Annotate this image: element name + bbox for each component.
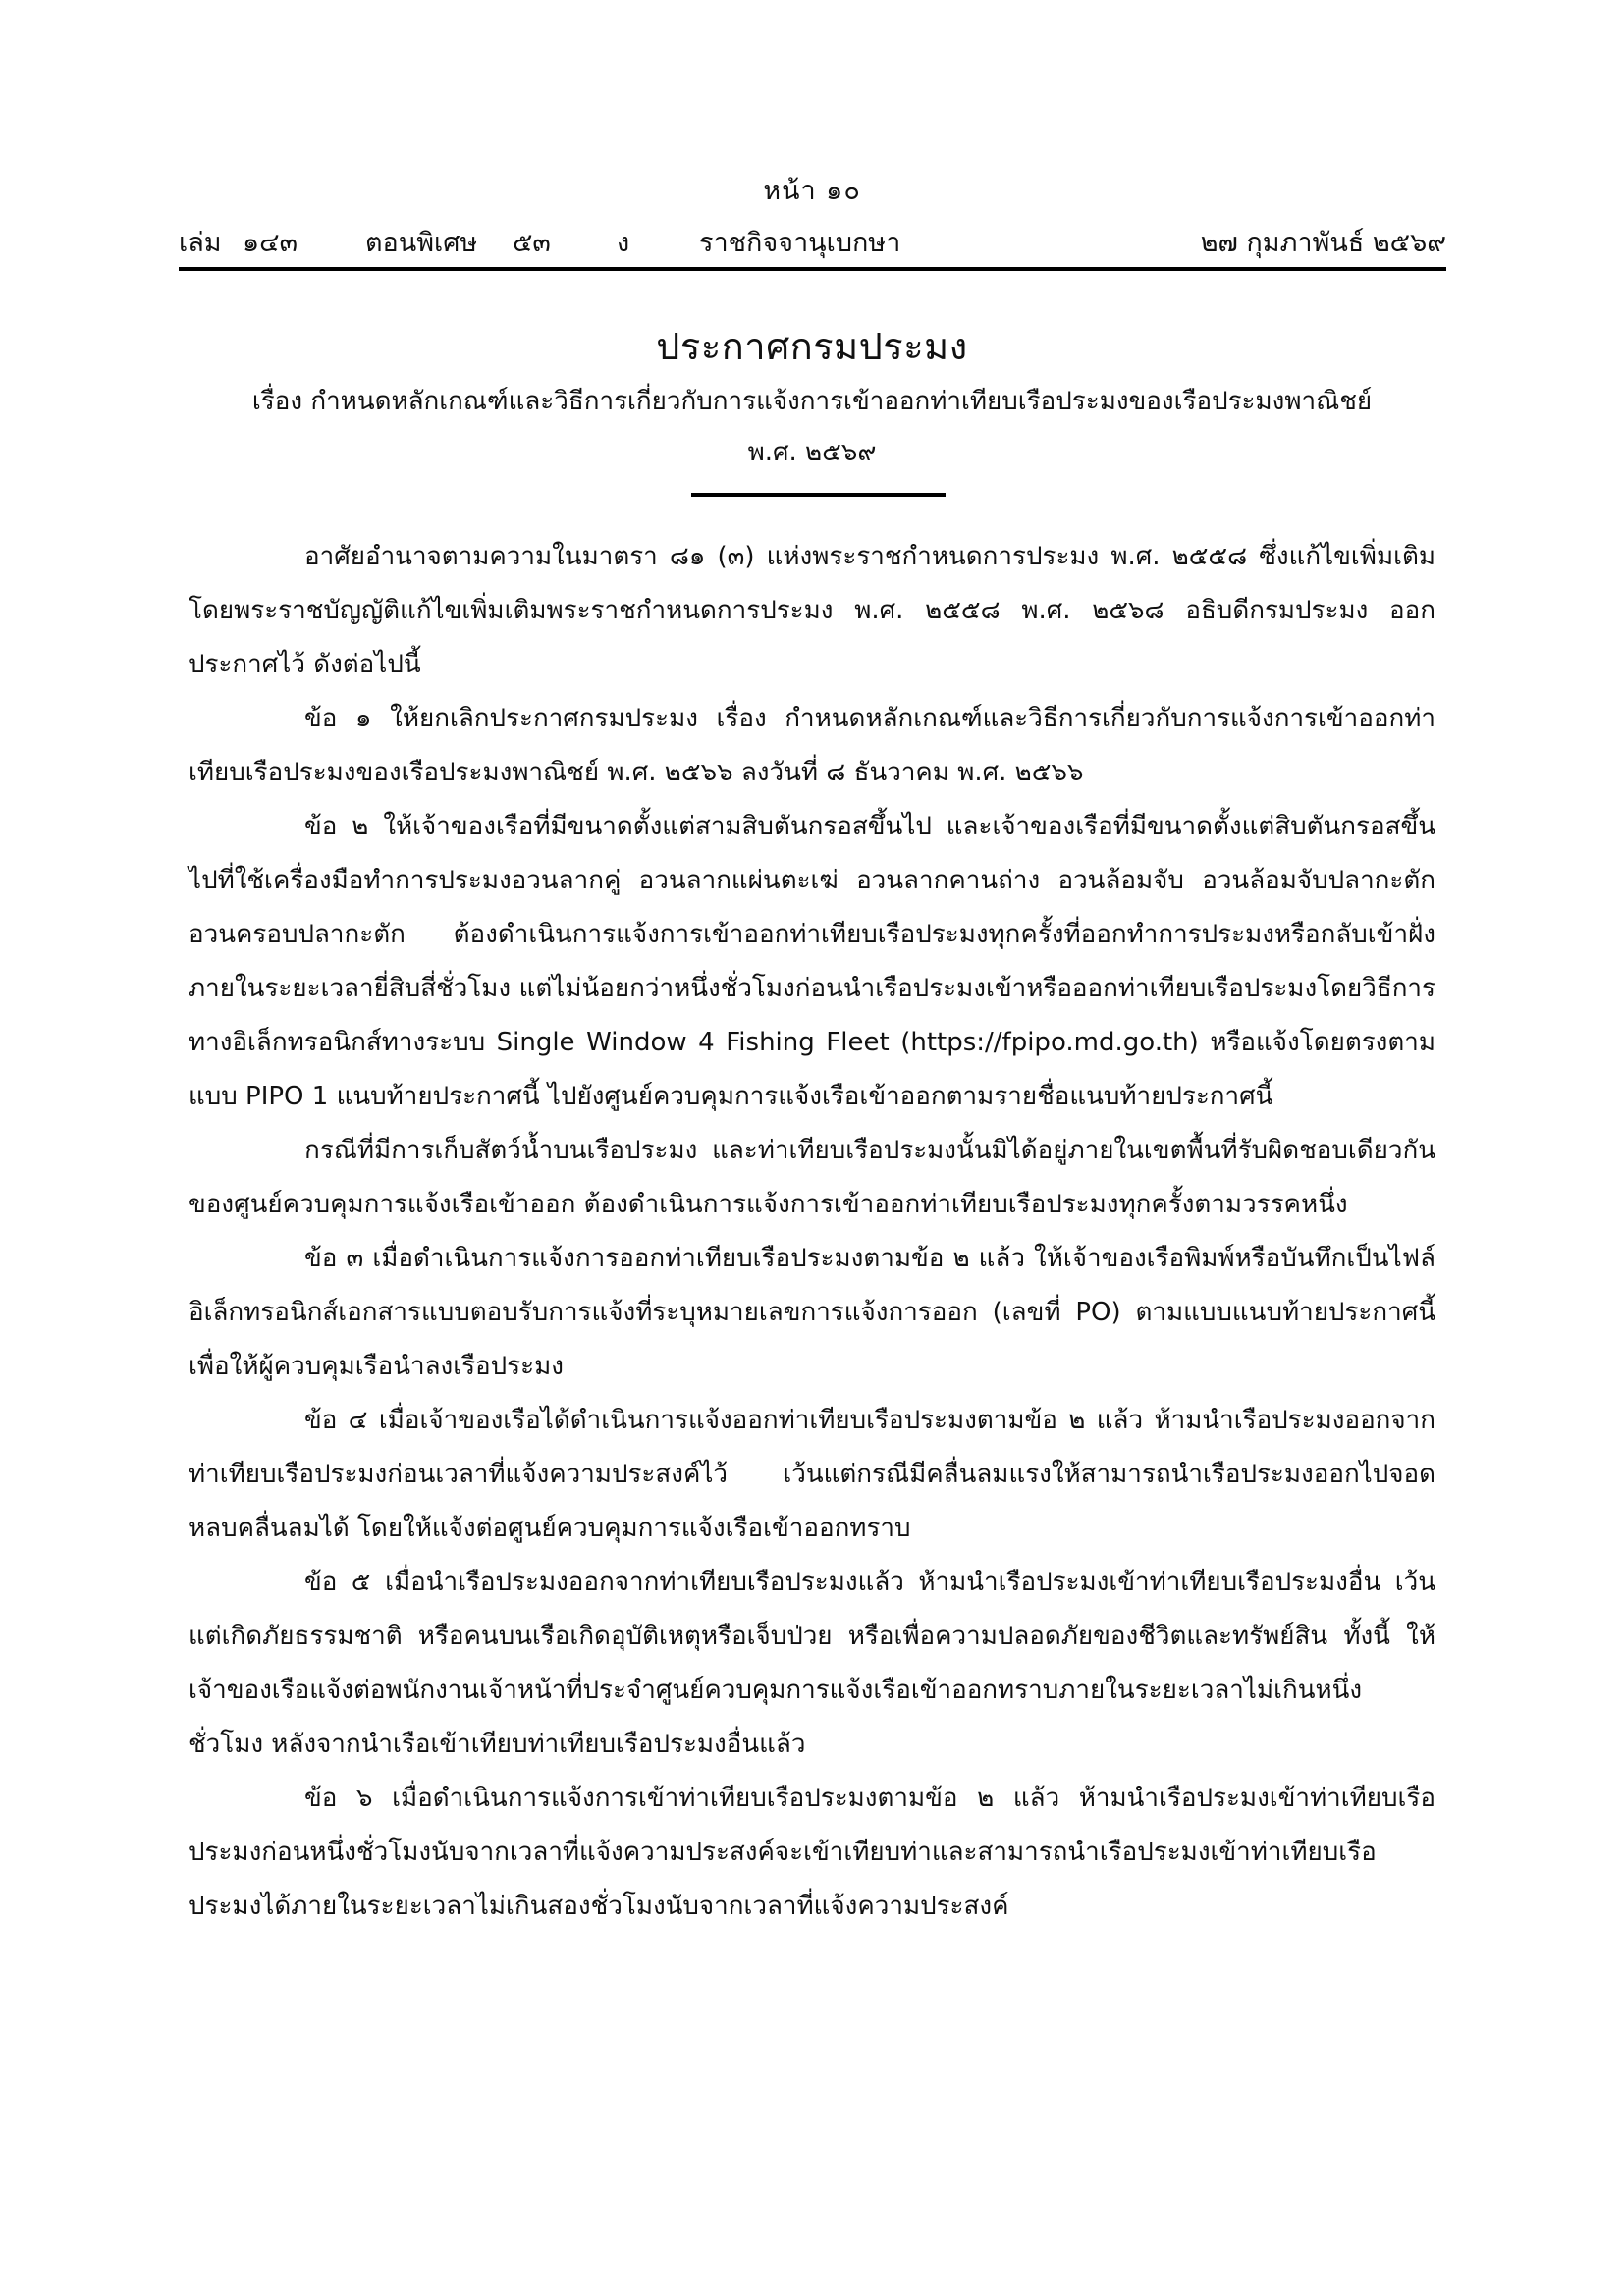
clause-4 bbox=[189, 1394, 1435, 1556]
clause-label: ข้อ ๕ bbox=[304, 1568, 371, 1597]
clause-text: ให้เจ้าของเรือที่มีขนาดตั้งแต่สามสิบตันกรอสขึ้นไป และเจ้าของเรือที่มีขนาดตั้งแต่สิบตันกรอสขึ้นไปที่ใช้เครื่องมือทำการประมงอวนลากคู่ อวนลากแผ่นตะเฆ่ อวนลากคานถ่าง อวนล้อมจับ อวนล้อมจับปลากะตัก อวนครอบปลากะตัก ต้องดำเนินการแจ้งการเข้าออกท่าเทียบเรือประมงทุกครั้งที่ออกทำการประมงหรือกลับเข้าฝั่งภายในระยะเวลายี่สิบสี่ชั่วโมง แต่ไม่น้อยกว่าหนึ่งชั่วโมงก่อนนำเรือประมงเข้าหรือออกท่าเทียบเรือประมงโดยวิธีการทางอิเล็กทรอนิกส์ทางระบบ Single Window 4 Fishing Fleet (https://fpipo.md.go.th) หรือแจ้งโดยตรงตามแบบ PIPO 1 แนบท้ายประกาศนี้ ไปยังศูนย์ควบคุมการแจ้งเรือเข้าออกตามรายชื่อแนบท้ายประกาศนี้ bbox=[189, 812, 1436, 1111]
announcement-year: พ.ศ. ๒๕๖๙ bbox=[747, 438, 877, 467]
announcement-title: ประกาศกรมประมง bbox=[656, 325, 968, 368]
clause-2 bbox=[189, 800, 1435, 1124]
clause-text: เมื่อดำเนินการแจ้งการเข้าท่าเทียบเรือประมงตามข้อ ๒ แล้ว ห้ามนำเรือประมงเข้าท่าเทียบเรือประมงก่อนหนึ่งชั่วโมงนับจากเวลาที่แจ้งความประสงค์จะเข้าเทียบท่าและสามารถนำเรือประมงเข้าท่าเทียบเรือประมงได้ภายในระยะเวลาไม่เกินสองชั่วโมงนับจากเวลาที่แจ้งความประสงค์ bbox=[189, 1784, 1435, 1921]
clause-text: กรณีที่มีการเก็บสัตว์น้ำบนเรือประมง และท่าเทียบเรือประมงนั้นมิได้อยู่ภายในเขตพื้นที่รับผิดชอบเดียวกันของศูนย์ควบคุมการแจ้งเรือเข้าออก ต้องดำเนินการแจ้งการเข้าออกท่าเทียบเรือประมงทุกครั้งตามวรรคหนึ่ง bbox=[189, 1136, 1435, 1219]
volume-label: เล่ม bbox=[179, 228, 222, 258]
clause-label: ข้อ ๑ bbox=[304, 704, 372, 733]
clause-6 bbox=[189, 1772, 1435, 1934]
section-number: ๕๓ bbox=[513, 228, 551, 258]
section-label: ตอนพิเศษ bbox=[365, 228, 478, 258]
gazette-name: ราชกิจจานุเบกษา bbox=[699, 228, 901, 258]
clause-label: ข้อ ๓ bbox=[304, 1244, 364, 1273]
volume-number: ๑๔๓ bbox=[243, 228, 298, 258]
announcement-subject: เรื่อง กำหนดหลักเกณฑ์และวิธีการเกี่ยวกับการแจ้งการเข้าออกท่าเทียบเรือประมงของเรือประมงพาณิชย์ bbox=[251, 387, 1373, 416]
clause-3 bbox=[189, 1232, 1435, 1394]
clause-text: เมื่อนำเรือประมงออกจากท่าเทียบเรือประมงแล้ว ห้ามนำเรือประมงเข้าท่าเทียบเรือประมงอื่น เว้นแต่เกิดภัยธรรมชาติ หรือคนบนเรือเกิดอุบัติเหตุหรือเจ็บป่วย หรือเพื่อความปลอดภัยของชีวิตและทรัพย์สิน ทั้งนี้ ให้เจ้าของเรือแจ้งต่อพนักงานเจ้าหน้าที่ประจำศูนย์ควบคุมการแจ้งเรือเข้าออกทราบภายในระยะเวลาไม่เกินหนึ่งชั่วโมง หลังจากนำเรือเข้าเทียบท่าเทียบเรือประมงอื่นแล้ว bbox=[189, 1568, 1435, 1759]
page-number: หน้า ๑๐ bbox=[763, 176, 861, 206]
clause-label: ข้อ ๔ bbox=[304, 1406, 368, 1435]
preamble: อาศัยอำนาจตามความในมาตรา ๘๑ (๓) แห่งพระราชกำหนดการประมง พ.ศ. ๒๕๕๘ ซึ่งแก้ไขเพิ่มเติมโดยพระราชบัญญัติแก้ไขเพิ่มเติมพระราชกำหนดการประมง พ.ศ. ๒๕๕๘ พ.ศ. ๒๕๖๘ อธิบดีกรมประมง ออกประกาศไว้ ดังต่อไปนี้ bbox=[189, 542, 1435, 679]
clause-text: เมื่อดำเนินการแจ้งการออกท่าเทียบเรือประมงตามข้อ ๒ แล้ว ให้เจ้าของเรือพิมพ์หรือบันทึกเป็นไฟล์อิเล็กทรอนิกส์เอกสารแบบตอบรับการแจ้งที่ระบุหมายเลขการแจ้งการออก (เลขที่ PO) ตามแบบแนบท้ายประกาศนี้ เพื่อให้ผู้ควบคุมเรือนำลงเรือประมง bbox=[189, 1244, 1435, 1381]
header-divider bbox=[179, 267, 1446, 271]
clause-5 bbox=[189, 1556, 1435, 1772]
publication-date: ๒๗ กุมภาพันธ์ ๒๕๖๙ bbox=[1200, 228, 1446, 258]
clause-label: ข้อ ๖ bbox=[304, 1784, 373, 1813]
title-divider bbox=[691, 493, 946, 497]
clause-2-paragraph-2 bbox=[189, 1124, 1435, 1232]
section-type: ง bbox=[617, 228, 630, 258]
clause-text: ให้ยกเลิกประกาศกรมประมง เรื่อง กำหนดหลักเกณฑ์และวิธีการเกี่ยวกับการแจ้งการเข้าออกท่าเทียบเรือประมงของเรือประมงพาณิชย์ พ.ศ. ๒๕๖๖ ลงวันที่ ๘ ธันวาคม พ.ศ. ๒๕๖๖ bbox=[189, 704, 1435, 787]
gazette-header bbox=[179, 221, 1446, 260]
clause-text: เมื่อเจ้าของเรือได้ดำเนินการแจ้งออกท่าเทียบเรือประมงตามข้อ ๒ แล้ว ห้ามนำเรือประมงออกจากท่าเทียบเรือประมงก่อนเวลาที่แจ้งความประสงค์ไว้ เว้นแต่กรณีมีคลื่นลมแรงให้สามารถนำเรือประมงออกไปจอดหลบคลื่นลมได้ โดยให้แจ้งต่อศูนย์ควบคุมการแจ้งเรือเข้าออกทราบ bbox=[189, 1406, 1435, 1543]
announcement-body bbox=[189, 530, 1435, 1934]
clause-label: ข้อ ๒ bbox=[304, 812, 369, 841]
clause-1 bbox=[189, 692, 1435, 800]
